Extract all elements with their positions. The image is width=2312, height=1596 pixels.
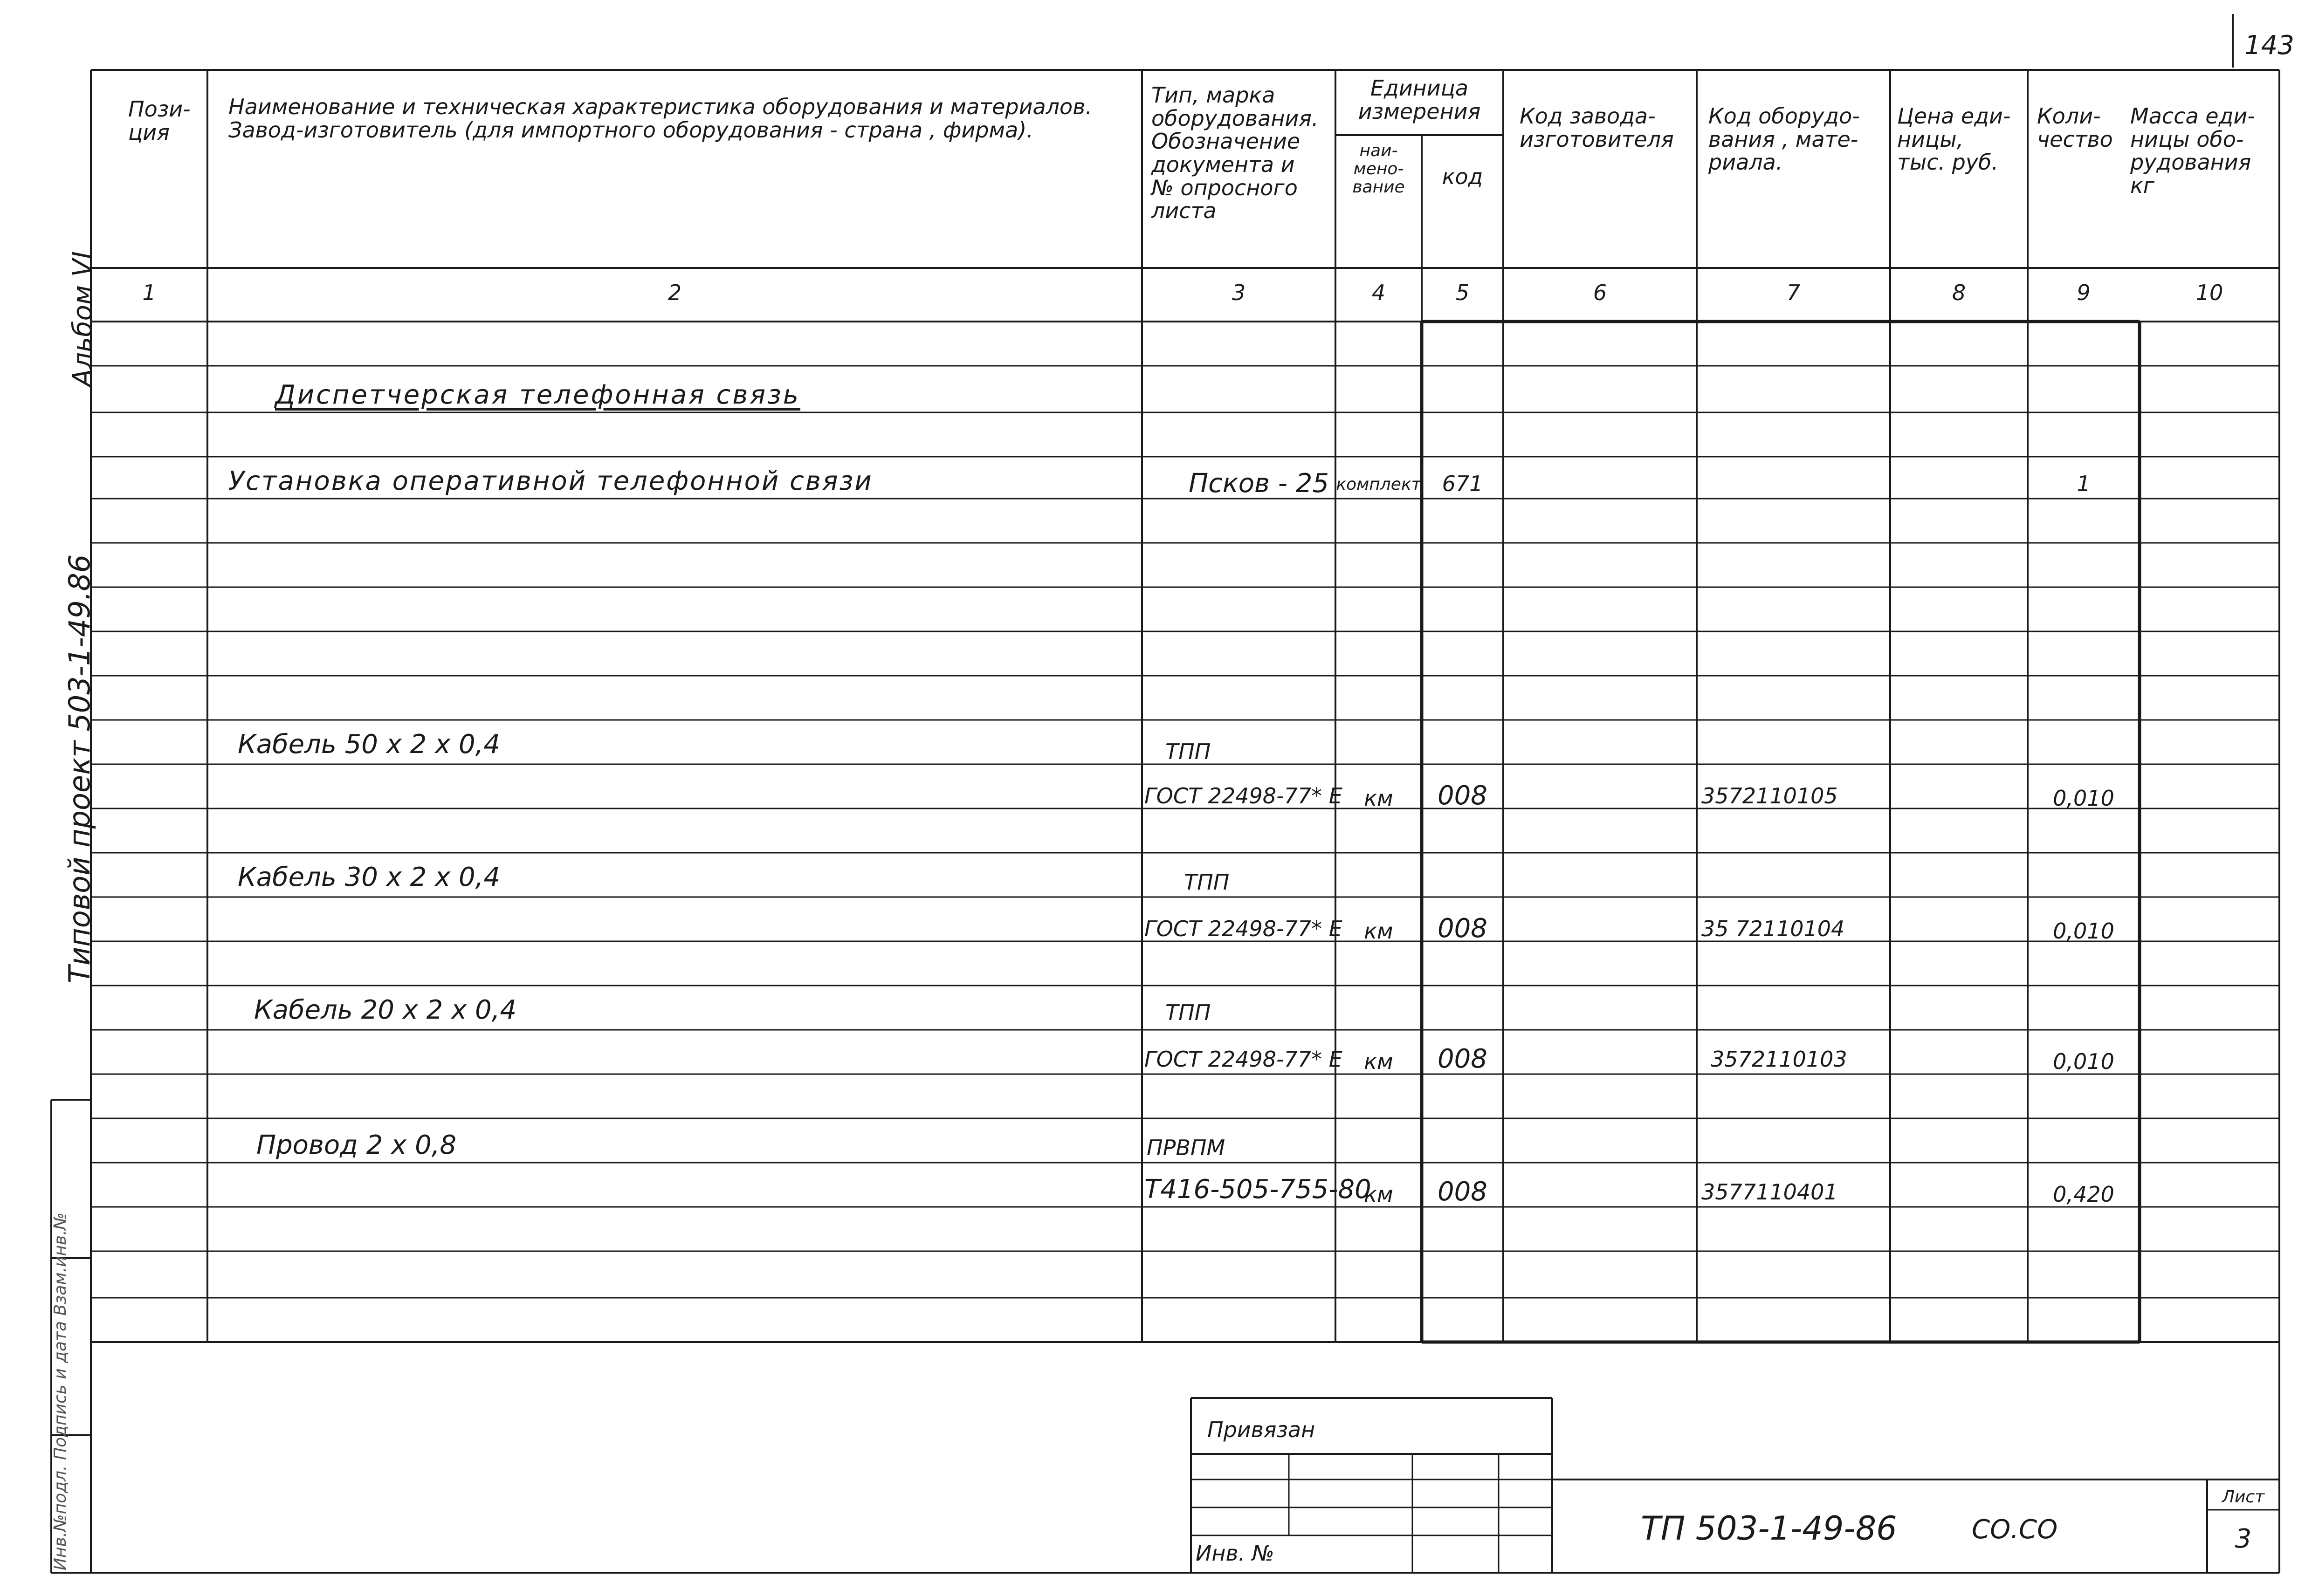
header-name: Наименование и техническая характеристика оборудования и материалов. Завод-изготовитель (для импортного оборудования - страна , фирма). [228, 94, 1092, 143]
stamp-cut-label: Инв.№подл. Подпись и дата Взам.инв.№ [51, 1212, 70, 1570]
item2-name: Кабель 50 х 2 х 0,4 [238, 729, 501, 760]
col-number-8: 8 [1952, 280, 1966, 305]
item4-unit: км [1364, 1049, 1393, 1074]
header-material-code: Код оборудо- вания , мате- риала. [1708, 103, 1860, 175]
item5-unit: км [1364, 1182, 1393, 1207]
item3-name: Кабель 30 х 2 х 0,4 [238, 862, 501, 892]
item4-name: Кабель 20 х 2 х 0,4 [254, 995, 517, 1025]
header-unit-group: Единица измерения [1358, 75, 1481, 124]
item2-code: 008 [1438, 781, 1487, 811]
item2-qty: 0,010 [2053, 786, 2114, 811]
item2-unit: км [1364, 786, 1393, 811]
item5-doc: Т416-505-755-80 [1144, 1174, 1371, 1205]
stamp-code: СО.СО [1972, 1514, 2058, 1545]
item3-type: ТПП [1184, 870, 1230, 895]
item5-qty: 0,420 [2053, 1182, 2114, 1207]
header-price: Цена еди- ницы, тыс. руб. [1897, 103, 2011, 175]
stamp-sheet-label: Лист [2222, 1487, 2265, 1507]
item4-qty: 0,010 [2053, 1049, 2114, 1074]
item2-type: ТПП [1165, 739, 1211, 764]
header-type: Тип, марка оборудования. Обозначение документа и № опросного листа [1151, 82, 1319, 224]
item4-code: 008 [1438, 1044, 1487, 1074]
item2-doc: ГОСТ 22498-77* Е [1144, 783, 1342, 808]
col-number-2: 2 [667, 280, 682, 305]
header-unit-name: наи- мено- вание [1352, 141, 1405, 197]
item5-type: ПРВПМ [1147, 1135, 1225, 1160]
col-number-5: 5 [1455, 280, 1470, 305]
item4-doc: ГОСТ 22498-77* Е [1144, 1047, 1342, 1072]
item3-unit: км [1364, 918, 1393, 944]
col-number-4: 4 [1371, 280, 1386, 305]
item4-type: ТПП [1165, 1000, 1211, 1025]
item5-mat-code: 3577110401 [1701, 1179, 1838, 1205]
stamp-attached: Привязан [1207, 1417, 1315, 1442]
item3-mat-code: 35 72110104 [1701, 916, 1845, 941]
col-number-9: 9 [2077, 280, 2091, 305]
section-title: Диспетчерская телефонная связь [275, 380, 800, 410]
album-label: Альбом VI [68, 251, 98, 387]
stamp-inv: Инв. № [1196, 1541, 1274, 1566]
stamp-designation: ТП 503-1-49-86 [1641, 1509, 1897, 1548]
col-number-7: 7 [1786, 280, 1801, 305]
item3-doc: ГОСТ 22498-77* Е [1144, 916, 1342, 941]
sheet-number: 143 [2244, 30, 2294, 61]
item5-name: Провод 2 х 0,8 [256, 1130, 457, 1160]
item2-mat-code: 3572110105 [1701, 783, 1838, 808]
item5-code: 008 [1438, 1177, 1487, 1207]
col-number-3: 3 [1232, 280, 1246, 305]
header-unit-code: код [1442, 164, 1483, 189]
col-number-6: 6 [1593, 280, 1607, 305]
header-plant-code: Код завода- изготовителя [1520, 103, 1674, 152]
item1-code: 671 [1442, 471, 1483, 496]
item3-code: 008 [1438, 913, 1487, 944]
item1-qty: 1 [2077, 471, 2091, 496]
item1-type: Псков - 25 [1189, 468, 1329, 499]
stamp-sheet-value: 3 [2235, 1524, 2252, 1554]
item1-name: Установка оперативной телефонной связи [228, 466, 873, 496]
item1-unit: комплект [1336, 475, 1421, 494]
item3-qty: 0,010 [2053, 918, 2114, 944]
col-number-1: 1 [142, 280, 156, 305]
col-number-10: 10 [2195, 280, 2223, 305]
item4-mat-code: 3572110103 [1711, 1047, 1847, 1072]
header-mass: Масса еди- ницы обо- рудования кг [2130, 103, 2255, 199]
header-quantity: Коли- чество [2037, 103, 2113, 152]
project-label: Типовой проект 503-1-49.86 [62, 554, 96, 983]
header-position: Пози- ция [128, 96, 191, 145]
